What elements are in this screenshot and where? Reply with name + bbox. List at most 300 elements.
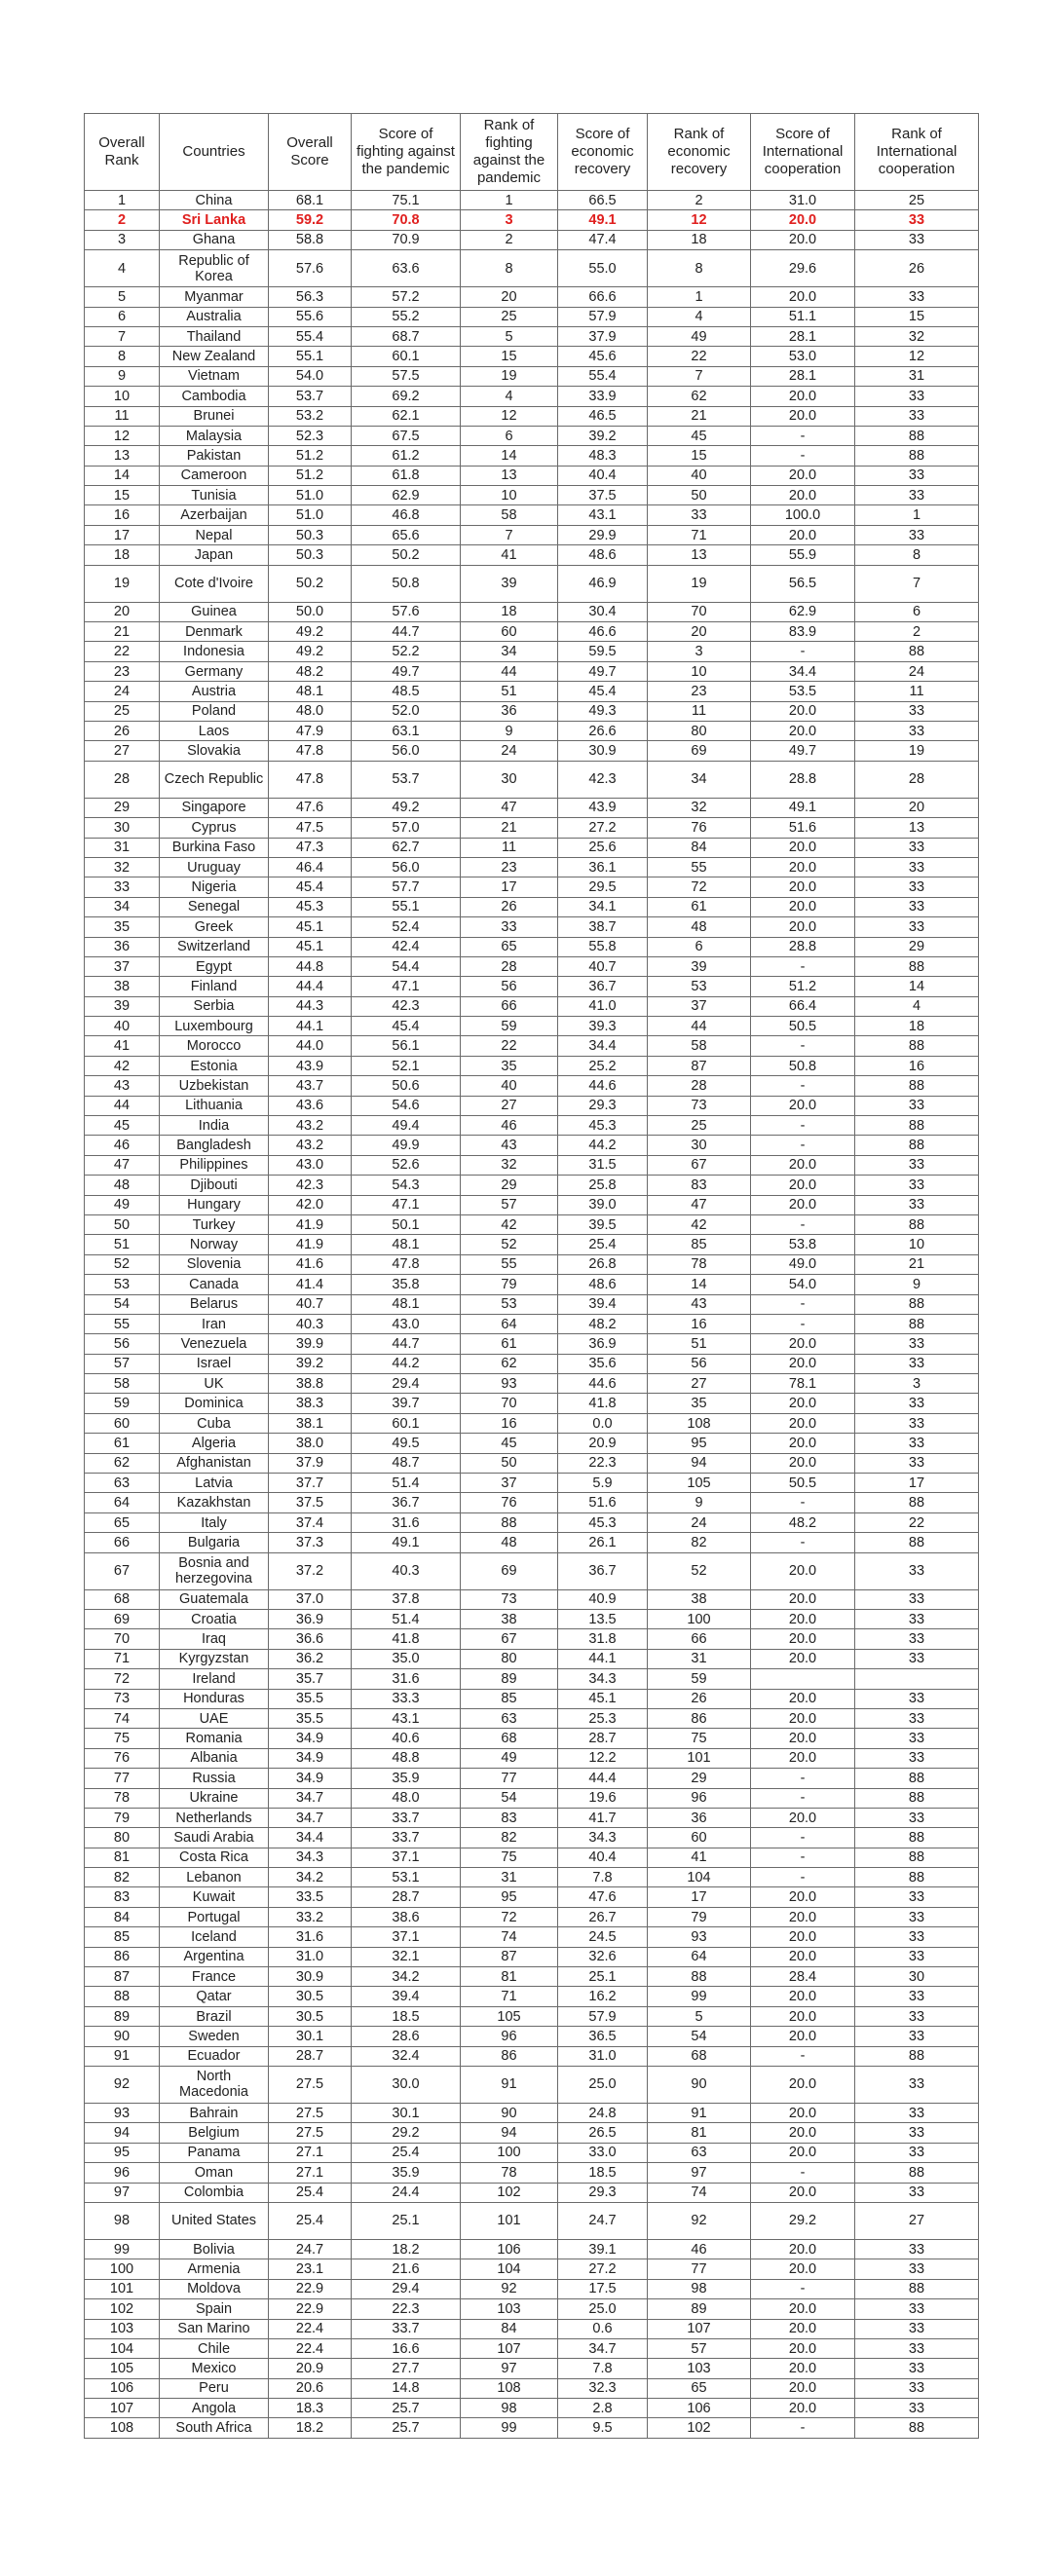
cell-score-fighting-pandemic: 39.7 (352, 1394, 461, 1413)
cell-overall-rank: 22 (85, 642, 160, 661)
cell-rank-international-cooperation: 88 (855, 2163, 979, 2183)
cell-score-international-cooperation: 20.0 (751, 1413, 855, 1433)
cell-score-international-cooperation: - (751, 2418, 855, 2438)
cell-score-economic-recovery: 30.9 (558, 741, 648, 761)
cell-rank-international-cooperation: 25 (855, 191, 979, 210)
cell-score-fighting-pandemic: 35.0 (352, 1649, 461, 1668)
cell-country: Hungary (160, 1195, 269, 1214)
cell-rank-economic-recovery: 72 (648, 877, 751, 897)
cell-rank-international-cooperation: 2 (855, 622, 979, 642)
cell-rank-economic-recovery: 17 (648, 1887, 751, 1907)
cell-rank-international-cooperation: 33 (855, 917, 979, 937)
table-row (85, 1788, 979, 1808)
cell-overall-rank: 72 (85, 1669, 160, 1689)
cell-score-international-cooperation: 56.5 (751, 565, 855, 602)
cell-country: Brunei (160, 406, 269, 426)
cell-score-international-cooperation: 20.0 (751, 1808, 855, 1827)
cell-score-international-cooperation: 62.9 (751, 602, 855, 621)
cell-overall-rank: 12 (85, 426, 160, 445)
cell-rank-international-cooperation: 33 (855, 486, 979, 505)
cell-score-economic-recovery: 46.9 (558, 565, 648, 602)
cell-overall-score: 44.1 (269, 1017, 352, 1036)
cell-rank-economic-recovery: 51 (648, 1334, 751, 1354)
cell-rank-international-cooperation: 14 (855, 977, 979, 996)
cell-rank-international-cooperation: 88 (855, 1828, 979, 1848)
table-row (85, 1374, 979, 1394)
table-row (85, 1453, 979, 1473)
cell-rank-international-cooperation: 4 (855, 996, 979, 1016)
cell-rank-international-cooperation: 33 (855, 1907, 979, 1926)
cell-score-economic-recovery: 19.6 (558, 1788, 648, 1808)
cell-country: Sweden (160, 2027, 269, 2046)
cell-rank-fighting-pandemic: 26 (461, 897, 558, 916)
cell-country: Japan (160, 545, 269, 565)
cell-overall-score: 47.6 (269, 798, 352, 817)
cell-score-international-cooperation: 20.0 (751, 1947, 855, 1966)
cell-score-fighting-pandemic: 21.6 (352, 2259, 461, 2279)
table-row (85, 1610, 979, 1629)
table-row (85, 1769, 979, 1788)
cell-overall-rank: 54 (85, 1294, 160, 1314)
cell-score-economic-recovery: 49.3 (558, 701, 648, 721)
cell-score-fighting-pandemic: 30.0 (352, 2066, 461, 2103)
cell-score-economic-recovery: 25.4 (558, 1235, 648, 1254)
cell-score-economic-recovery: 25.2 (558, 1056, 648, 1075)
cell-rank-fighting-pandemic: 34 (461, 642, 558, 661)
cell-overall-score: 49.2 (269, 622, 352, 642)
cell-rank-economic-recovery: 61 (648, 897, 751, 916)
cell-rank-international-cooperation: 20 (855, 798, 979, 817)
cell-score-international-cooperation: 20.0 (751, 1610, 855, 1629)
cell-score-fighting-pandemic: 45.4 (352, 1017, 461, 1036)
cell-country: Slovakia (160, 741, 269, 761)
table-row (85, 1907, 979, 1926)
cell-rank-fighting-pandemic: 87 (461, 1947, 558, 1966)
cell-overall-score: 27.5 (269, 2066, 352, 2103)
table-row (85, 2299, 979, 2319)
cell-score-fighting-pandemic: 25.1 (352, 2202, 461, 2239)
cell-overall-rank: 56 (85, 1334, 160, 1354)
cell-rank-economic-recovery: 15 (648, 446, 751, 466)
cell-rank-international-cooperation: 88 (855, 956, 979, 976)
cell-country: Bahrain (160, 2103, 269, 2122)
cell-rank-fighting-pandemic: 81 (461, 1967, 558, 1987)
table-row (85, 2259, 979, 2279)
cell-rank-fighting-pandemic: 63 (461, 1708, 558, 1728)
cell-rank-economic-recovery: 37 (648, 996, 751, 1016)
cell-overall-score: 51.2 (269, 446, 352, 466)
table-row (85, 877, 979, 897)
cell-rank-international-cooperation: 33 (855, 1748, 979, 1768)
cell-rank-fighting-pandemic: 82 (461, 1828, 558, 1848)
cell-score-economic-recovery: 25.0 (558, 2066, 648, 2103)
cell-rank-fighting-pandemic: 49 (461, 1748, 558, 1768)
table-row (85, 307, 979, 326)
cell-score-economic-recovery: 46.6 (558, 622, 648, 642)
cell-rank-international-cooperation: 88 (855, 1769, 979, 1788)
cell-rank-economic-recovery: 96 (648, 1788, 751, 1808)
table-row (85, 2163, 979, 2183)
cell-rank-international-cooperation: 18 (855, 1017, 979, 1036)
table-row (85, 1748, 979, 1768)
table-row (85, 525, 979, 544)
cell-rank-fighting-pandemic: 96 (461, 2027, 558, 2046)
cell-overall-rank: 52 (85, 1254, 160, 1274)
cell-score-economic-recovery: 49.1 (558, 210, 648, 230)
cell-rank-economic-recovery: 105 (648, 1474, 751, 1493)
cell-score-international-cooperation: 29.2 (751, 2202, 855, 2239)
cell-score-international-cooperation: - (751, 1136, 855, 1155)
cell-overall-rank: 107 (85, 2399, 160, 2418)
table-row (85, 2202, 979, 2239)
cell-score-economic-recovery: 39.5 (558, 1214, 648, 1234)
cell-score-economic-recovery: 26.1 (558, 1533, 648, 1552)
cell-rank-fighting-pandemic: 61 (461, 1334, 558, 1354)
table-row (85, 1334, 979, 1354)
cell-overall-rank: 7 (85, 326, 160, 346)
cell-rank-economic-recovery: 62 (648, 387, 751, 406)
table-row (85, 1589, 979, 1609)
cell-overall-score: 34.7 (269, 1788, 352, 1808)
table-row (85, 1434, 979, 1453)
cell-rank-economic-recovery: 14 (648, 1275, 751, 1294)
cell-rank-economic-recovery: 87 (648, 1056, 751, 1075)
cell-rank-international-cooperation: 7 (855, 565, 979, 602)
cell-rank-fighting-pandemic: 39 (461, 565, 558, 602)
cell-rank-fighting-pandemic: 42 (461, 1214, 558, 1234)
cell-score-fighting-pandemic: 62.7 (352, 838, 461, 857)
cell-overall-rank: 98 (85, 2202, 160, 2239)
table-row (85, 642, 979, 661)
cell-overall-score: 45.4 (269, 877, 352, 897)
table-row (85, 1294, 979, 1314)
cell-rank-international-cooperation: 33 (855, 838, 979, 857)
cell-rank-fighting-pandemic: 43 (461, 1136, 558, 1155)
cell-score-fighting-pandemic: 47.1 (352, 977, 461, 996)
cell-score-international-cooperation: 20.0 (751, 1729, 855, 1748)
cell-score-fighting-pandemic: 52.2 (352, 642, 461, 661)
cell-rank-economic-recovery: 33 (648, 505, 751, 525)
cell-rank-economic-recovery: 20 (648, 622, 751, 642)
cell-rank-international-cooperation: 33 (855, 701, 979, 721)
cell-rank-international-cooperation: 33 (855, 1808, 979, 1827)
cell-overall-rank: 67 (85, 1552, 160, 1589)
table-row (85, 1848, 979, 1867)
cell-score-international-cooperation: 20.0 (751, 1453, 855, 1473)
cell-overall-score: 44.4 (269, 977, 352, 996)
cell-rank-fighting-pandemic: 24 (461, 741, 558, 761)
cell-score-fighting-pandemic: 29.4 (352, 2279, 461, 2298)
cell-overall-rank: 30 (85, 818, 160, 838)
cell-overall-rank: 5 (85, 287, 160, 307)
cell-score-economic-recovery: 48.2 (558, 1314, 648, 1333)
cell-rank-international-cooperation: 33 (855, 1729, 979, 1748)
cell-overall-score: 59.2 (269, 210, 352, 230)
cell-overall-rank: 14 (85, 466, 160, 485)
cell-score-economic-recovery: 30.4 (558, 602, 648, 621)
cell-score-international-cooperation: 20.0 (751, 701, 855, 721)
cell-overall-score: 18.3 (269, 2399, 352, 2418)
cell-rank-fighting-pandemic: 15 (461, 347, 558, 366)
table-row (85, 210, 979, 230)
table-row (85, 1708, 979, 1728)
cell-score-fighting-pandemic: 42.3 (352, 996, 461, 1016)
cell-country: Algeria (160, 1434, 269, 1453)
cell-rank-international-cooperation: 15 (855, 307, 979, 326)
cell-rank-fighting-pandemic: 48 (461, 1533, 558, 1552)
cell-score-fighting-pandemic: 16.6 (352, 2338, 461, 2358)
cell-overall-score: 27.5 (269, 2103, 352, 2122)
cell-score-international-cooperation: 20.0 (751, 2359, 855, 2378)
cell-rank-international-cooperation: 33 (855, 2259, 979, 2279)
cell-rank-international-cooperation: 10 (855, 1235, 979, 1254)
cell-rank-fighting-pandemic: 92 (461, 2279, 558, 2298)
cell-score-international-cooperation: 20.0 (751, 2338, 855, 2358)
cell-score-fighting-pandemic: 69.2 (352, 387, 461, 406)
cell-overall-score: 52.3 (269, 426, 352, 445)
cell-rank-fighting-pandemic: 1 (461, 191, 558, 210)
cell-overall-rank: 96 (85, 2163, 160, 2183)
cell-overall-rank: 74 (85, 1708, 160, 1728)
cell-score-fighting-pandemic: 48.5 (352, 682, 461, 701)
cell-overall-score: 20.9 (269, 2359, 352, 2378)
table-row (85, 1947, 979, 1966)
cell-rank-economic-recovery: 65 (648, 2378, 751, 2398)
cell-score-fighting-pandemic: 34.2 (352, 1967, 461, 1987)
cell-rank-economic-recovery: 58 (648, 1036, 751, 1056)
cell-rank-fighting-pandemic: 59 (461, 1017, 558, 1036)
cell-rank-international-cooperation: 33 (855, 210, 979, 230)
cell-score-fighting-pandemic: 35.9 (352, 1769, 461, 1788)
cell-country: Kazakhstan (160, 1493, 269, 1512)
cell-score-economic-recovery: 48.6 (558, 545, 648, 565)
cell-overall-score: 34.9 (269, 1729, 352, 1748)
cell-rank-fighting-pandemic: 40 (461, 1076, 558, 1096)
cell-overall-rank: 48 (85, 1176, 160, 1195)
cell-overall-rank: 44 (85, 1096, 160, 1115)
cell-rank-fighting-pandemic: 64 (461, 1314, 558, 1333)
cell-overall-rank: 57 (85, 1354, 160, 1373)
cell-country: Ukraine (160, 1788, 269, 1808)
cell-country: Oman (160, 2163, 269, 2183)
cell-score-international-cooperation: 49.1 (751, 798, 855, 817)
cell-overall-rank: 26 (85, 721, 160, 740)
cell-score-fighting-pandemic: 44.7 (352, 622, 461, 642)
cell-score-international-cooperation: 20.0 (751, 721, 855, 740)
cell-overall-score: 41.6 (269, 1254, 352, 1274)
table-row (85, 1195, 979, 1214)
cell-rank-international-cooperation: 88 (855, 1314, 979, 1333)
table-row (85, 1017, 979, 1036)
cell-overall-score: 22.9 (269, 2299, 352, 2319)
cell-rank-fighting-pandemic: 85 (461, 1689, 558, 1708)
cell-rank-economic-recovery: 68 (648, 2046, 751, 2066)
cell-overall-rank: 87 (85, 1967, 160, 1987)
cell-rank-international-cooperation: 88 (855, 1036, 979, 1056)
cell-score-economic-recovery: 32.6 (558, 1947, 648, 1966)
cell-overall-rank: 59 (85, 1394, 160, 1413)
cell-score-international-cooperation: 20.0 (751, 1689, 855, 1708)
cell-rank-fighting-pandemic: 84 (461, 2319, 558, 2338)
cell-rank-international-cooperation: 29 (855, 937, 979, 956)
table-row (85, 250, 979, 287)
cell-score-economic-recovery: 48.3 (558, 446, 648, 466)
cell-score-economic-recovery: 57.9 (558, 2006, 648, 2026)
cell-rank-international-cooperation: 33 (855, 2319, 979, 2338)
cell-rank-economic-recovery: 46 (648, 2239, 751, 2259)
cell-country: Iran (160, 1314, 269, 1333)
cell-overall-rank: 81 (85, 1848, 160, 1867)
cell-score-international-cooperation: 20.0 (751, 2239, 855, 2259)
cell-rank-economic-recovery: 74 (648, 2183, 751, 2202)
cell-country: Bangladesh (160, 1136, 269, 1155)
cell-score-economic-recovery: 44.6 (558, 1076, 648, 1096)
cell-score-fighting-pandemic: 40.3 (352, 1552, 461, 1589)
cell-overall-rank: 85 (85, 1927, 160, 1947)
cell-country: Albania (160, 1748, 269, 1768)
cell-rank-fighting-pandemic: 90 (461, 2103, 558, 2122)
cell-overall-score: 18.2 (269, 2418, 352, 2438)
cell-overall-rank: 10 (85, 387, 160, 406)
cell-score-international-cooperation: 20.0 (751, 1394, 855, 1413)
cell-rank-fighting-pandemic: 76 (461, 1493, 558, 1512)
cell-score-fighting-pandemic: 54.3 (352, 1176, 461, 1195)
cell-overall-score: 27.1 (269, 2163, 352, 2183)
cell-rank-fighting-pandemic: 70 (461, 1394, 558, 1413)
cell-overall-score: 40.3 (269, 1314, 352, 1333)
cell-score-economic-recovery: 13.5 (558, 1610, 648, 1629)
cell-rank-fighting-pandemic: 69 (461, 1552, 558, 1589)
cell-score-economic-recovery: 40.4 (558, 1848, 648, 1867)
cell-rank-fighting-pandemic: 21 (461, 818, 558, 838)
cell-rank-fighting-pandemic: 35 (461, 1056, 558, 1075)
cell-score-economic-recovery: 29.9 (558, 525, 648, 544)
cell-country: China (160, 191, 269, 210)
cell-overall-score: 49.2 (269, 642, 352, 661)
cell-rank-international-cooperation: 30 (855, 1967, 979, 1987)
cell-country: United States (160, 2202, 269, 2239)
cell-score-fighting-pandemic: 29.4 (352, 1374, 461, 1394)
cell-rank-fighting-pandemic: 62 (461, 1354, 558, 1373)
cell-score-economic-recovery: 44.1 (558, 1649, 648, 1668)
cell-score-international-cooperation: - (751, 956, 855, 976)
cell-overall-score: 36.6 (269, 1629, 352, 1649)
cell-rank-economic-recovery: 39 (648, 956, 751, 976)
cell-score-international-cooperation: - (751, 1828, 855, 1848)
cell-score-international-cooperation: 100.0 (751, 505, 855, 525)
cell-rank-economic-recovery: 34 (648, 761, 751, 798)
cell-country: Ireland (160, 1669, 269, 1689)
cell-rank-fighting-pandemic: 27 (461, 1096, 558, 1115)
cell-country: Azerbaijan (160, 505, 269, 525)
cell-rank-fighting-pandemic: 73 (461, 1589, 558, 1609)
cell-overall-score: 37.9 (269, 1453, 352, 1473)
cell-country: Tunisia (160, 486, 269, 505)
cell-overall-score: 55.6 (269, 307, 352, 326)
cell-overall-score: 43.7 (269, 1076, 352, 1096)
cell-score-fighting-pandemic: 46.8 (352, 505, 461, 525)
cell-rank-fighting-pandemic: 4 (461, 387, 558, 406)
table-row (85, 1967, 979, 1987)
cell-score-fighting-pandemic: 50.2 (352, 545, 461, 565)
table-row (85, 1076, 979, 1096)
cell-country: Serbia (160, 996, 269, 1016)
cell-rank-fighting-pandemic: 103 (461, 2299, 558, 2319)
cell-score-fighting-pandemic: 48.8 (352, 1748, 461, 1768)
cell-overall-score: 68.1 (269, 191, 352, 210)
cell-rank-fighting-pandemic: 77 (461, 1769, 558, 1788)
cell-overall-score: 48.2 (269, 661, 352, 681)
cell-overall-rank: 9 (85, 366, 160, 386)
cell-score-economic-recovery: 43.1 (558, 505, 648, 525)
cell-rank-economic-recovery: 26 (648, 1689, 751, 1708)
cell-score-international-cooperation: 49.7 (751, 741, 855, 761)
cell-overall-score: 22.9 (269, 2279, 352, 2298)
cell-score-fighting-pandemic: 57.2 (352, 287, 461, 307)
cell-score-international-cooperation: 29.6 (751, 250, 855, 287)
cell-score-international-cooperation: 20.0 (751, 2006, 855, 2026)
cell-rank-economic-recovery: 93 (648, 1927, 751, 1947)
cell-overall-rank: 68 (85, 1589, 160, 1609)
cell-country: Bosnia and herzegovina (160, 1552, 269, 1589)
cell-rank-international-cooperation: 33 (855, 877, 979, 897)
cell-rank-international-cooperation: 88 (855, 2046, 979, 2066)
cell-rank-economic-recovery: 57 (648, 2338, 751, 2358)
cell-score-international-cooperation: 20.0 (751, 1354, 855, 1373)
cell-score-international-cooperation: 66.4 (751, 996, 855, 1016)
cell-overall-rank: 47 (85, 1155, 160, 1175)
cell-rank-fighting-pandemic: 2 (461, 230, 558, 249)
cell-score-economic-recovery: 33.9 (558, 387, 648, 406)
cell-overall-score: 37.0 (269, 1589, 352, 1609)
cell-score-international-cooperation: 20.0 (751, 1155, 855, 1175)
cell-rank-economic-recovery: 107 (648, 2319, 751, 2338)
table-row (85, 1314, 979, 1333)
table-row (85, 1887, 979, 1907)
cell-score-fighting-pandemic: 61.8 (352, 466, 461, 485)
cell-rank-economic-recovery: 106 (648, 2399, 751, 2418)
cell-score-international-cooperation: 51.1 (751, 307, 855, 326)
cell-country: Ecuador (160, 2046, 269, 2066)
table-row (85, 2338, 979, 2358)
cell-overall-rank: 45 (85, 1116, 160, 1136)
cell-rank-economic-recovery: 88 (648, 1967, 751, 1987)
table-row (85, 426, 979, 445)
table-row (85, 1987, 979, 2006)
table-row (85, 937, 979, 956)
table-row (85, 1136, 979, 1155)
cell-rank-fighting-pandemic: 28 (461, 956, 558, 976)
cell-score-fighting-pandemic: 56.0 (352, 857, 461, 877)
cell-rank-economic-recovery: 70 (648, 602, 751, 621)
cell-score-international-cooperation: - (751, 1533, 855, 1552)
cell-rank-fighting-pandemic: 86 (461, 2046, 558, 2066)
cell-score-international-cooperation: 48.2 (751, 1512, 855, 1532)
cell-rank-fighting-pandemic: 13 (461, 466, 558, 485)
cell-overall-rank: 77 (85, 1769, 160, 1788)
cell-rank-fighting-pandemic: 57 (461, 1195, 558, 1214)
cell-country: UK (160, 1374, 269, 1394)
table-row (85, 287, 979, 307)
cell-overall-score: 34.3 (269, 1848, 352, 1867)
cell-score-economic-recovery: 35.6 (558, 1354, 648, 1373)
table-row (85, 387, 979, 406)
cell-rank-international-cooperation: 33 (855, 1195, 979, 1214)
cell-country: Saudi Arabia (160, 1828, 269, 1848)
cell-score-economic-recovery: 45.3 (558, 1116, 648, 1136)
table-row (85, 2046, 979, 2066)
cell-rank-fighting-pandemic: 91 (461, 2066, 558, 2103)
